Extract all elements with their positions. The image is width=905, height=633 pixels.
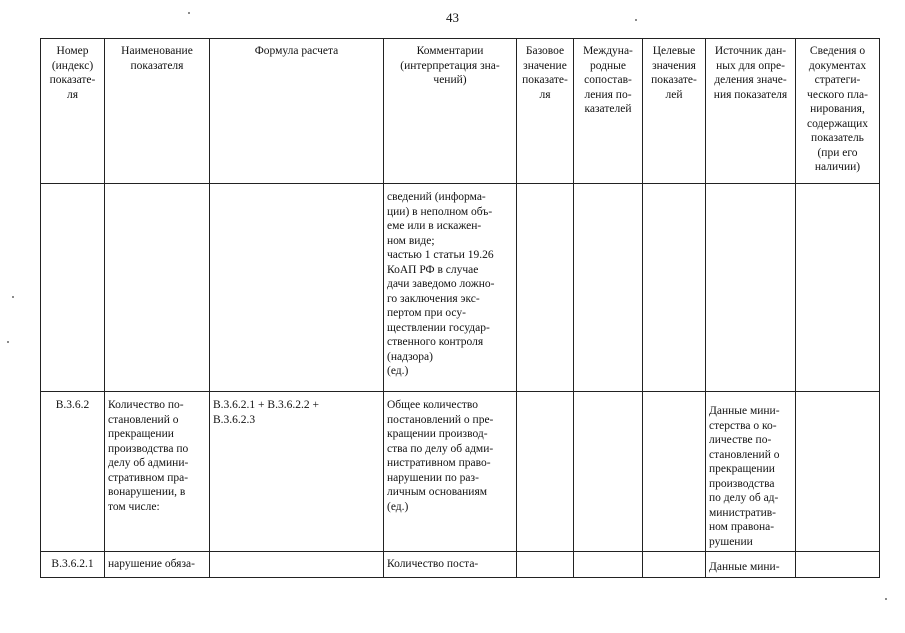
cell-target-values (643, 184, 706, 392)
header-strategic-docs: Сведения о документах стратеги- ческого пла- нирования, содержащих показатель (при его наличии) (796, 39, 880, 184)
cell-index (41, 184, 105, 392)
cell-name: Количество по- становлений о прекращении производства по делу об админи- стративном пра- вонарушении, в том числе: (105, 392, 210, 552)
header-data-source: Источник дан- ных для опре- деления значе- ния показателя (706, 39, 796, 184)
cell-base-value (517, 184, 574, 392)
cell-data-source (706, 184, 796, 392)
cell-data-source: Данные мини- стерства о ко- личестве по- становлений о прекращении производства по делу об ад- министратив- ном правона- рушении (706, 392, 796, 552)
scan-speck (635, 19, 637, 21)
scan-speck (885, 598, 887, 600)
cell-strategic-docs (796, 552, 880, 578)
table-row (41, 392, 880, 552)
cell-index: В.3.6.2 (41, 392, 105, 552)
cell-target-values (643, 552, 706, 578)
scan-speck (12, 296, 14, 298)
table-row (41, 184, 880, 392)
cell-name (105, 184, 210, 392)
cell-formula: В.3.6.2.1 + В.3.6.2.2 + В.3.6.2.3 (210, 392, 384, 552)
page-number: 43 (446, 10, 459, 25)
cell-strategic-docs (796, 392, 880, 552)
cell-intl-comparison (574, 552, 643, 578)
header-intl-comparison: Междуна- родные сопостав- ления по- казателей (574, 39, 643, 184)
indicators-table (40, 38, 880, 578)
header-formula: Формула расчета (210, 39, 384, 184)
cell-name: нарушение обяза- (105, 552, 210, 578)
header-comment: Комментарии (интерпретация зна- чений) (384, 39, 517, 184)
header-row (41, 39, 880, 184)
scan-speck (7, 341, 9, 343)
cell-target-values (643, 392, 706, 552)
cell-comment: Количество поста- (384, 552, 517, 578)
cell-index: В.3.6.2.1 (41, 552, 105, 578)
cell-strategic-docs (796, 184, 880, 392)
cell-base-value (517, 392, 574, 552)
header-base-value: Базовое значение показате- ля (517, 39, 574, 184)
cell-formula (210, 552, 384, 578)
cell-formula (210, 184, 384, 392)
cell-comment: сведений (информа- ции) в неполном объ- еме или в искажен- ном виде; частью 1 статьи 19.26 КоАП РФ в случае дачи заведомо ложно- го заключения экс- пертом при осу- ществлении государ- ственного контроля (надзора) (ед.) (384, 184, 517, 392)
cell-data-source: Данные мини- (706, 552, 796, 578)
header-target-values: Целевые значения показате- лей (643, 39, 706, 184)
cell-intl-comparison (574, 184, 643, 392)
cell-comment: Общее количество постановлений о пре- кращении производ- ства по делу об адми- нистративном право- нарушении по раз- личным основаниям (ед.) (384, 392, 517, 552)
header-index: Номер (индекс) показате- ля (41, 39, 105, 184)
cell-base-value (517, 552, 574, 578)
table-row (41, 552, 880, 578)
scan-speck (188, 12, 190, 14)
cell-intl-comparison (574, 392, 643, 552)
header-name: Наименование показателя (105, 39, 210, 184)
